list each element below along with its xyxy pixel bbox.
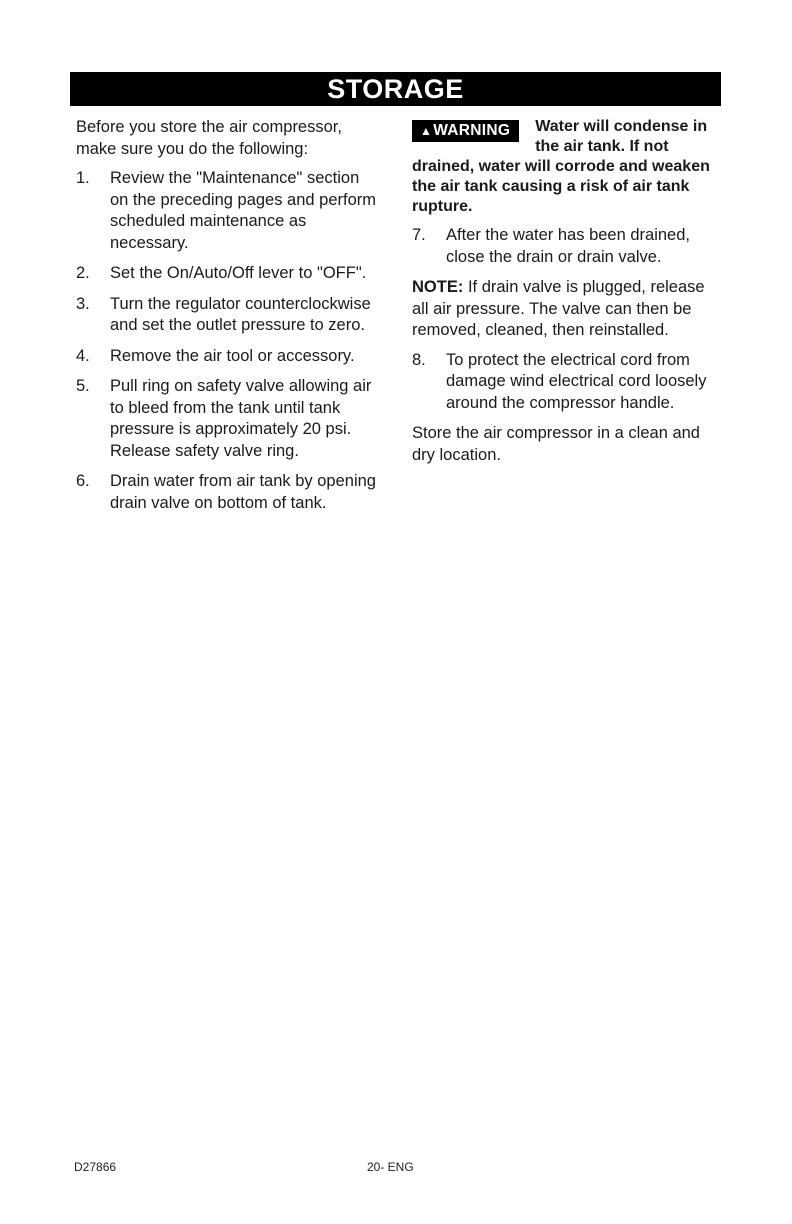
note-paragraph: [412, 277, 724, 342]
list-item: [76, 471, 382, 514]
note-text: If drain valve is plugged, release all air pressure. The valve can then be removed, cleaned, then reinstalled.: [412, 278, 705, 339]
step-number: 6.: [76, 472, 90, 490]
list-item: [412, 350, 724, 415]
warning-text: Water will condense in the air tank. If not drained, water will corrode and weaken the air tank causing a risk of air tank rupture.: [412, 118, 710, 215]
step-text: Turn the regulator counterclockwise and set the outlet pressure to zero.: [110, 294, 371, 334]
document-code: D27866: [74, 1160, 117, 1174]
step-text: Pull ring on safety valve allowing air to bleed from the tank until tank pressure is approximately 20 psi. Release safety valve ring.: [110, 377, 372, 460]
step-text: Set the On/Auto/Off lever to "OFF".: [110, 264, 367, 282]
step-text: Remove the air tool or accessory.: [110, 346, 355, 365]
step-number: 5.: [76, 377, 90, 395]
page-number: 20- ENG: [367, 1160, 414, 1174]
step-text: After the water has been drained, close the drain or drain valve.: [446, 226, 690, 266]
storage-steps-list-final: [412, 350, 724, 415]
step-text: To protect the electrical cord from damage wind electrical cord loosely around the compressor handle.: [446, 350, 707, 412]
list-item: [76, 294, 382, 337]
warning-triangle-icon: ▲: [420, 124, 433, 138]
section-title: STORAGE: [70, 72, 721, 106]
step-number: 4.: [76, 346, 90, 365]
storage-steps-list: [76, 168, 382, 514]
storage-steps-list-continued: [412, 225, 724, 268]
list-item: [76, 376, 382, 462]
step-number: 2.: [76, 264, 90, 282]
left-column: [76, 117, 382, 523]
step-number: 7.: [412, 226, 426, 244]
warning-block: [412, 117, 724, 217]
list-item: [76, 263, 382, 285]
closing-text: Store the air compressor in a clean and dry location.: [412, 424, 700, 464]
intro-text: Before you store the air compressor, make sure you do the following:: [76, 118, 342, 158]
note-label: NOTE:: [412, 278, 464, 296]
warning-badge: [412, 120, 519, 142]
step-text: Review the "Maintenance" section on the preceding pages and perform scheduled maintenance as necessary.: [110, 169, 377, 252]
right-column: [412, 117, 724, 474]
step-number: 8.: [412, 350, 426, 369]
step-text: Drain water from air tank by opening drain valve on bottom of tank.: [110, 472, 376, 512]
list-item: [412, 225, 724, 268]
warning-label: WARNING: [433, 122, 511, 139]
step-number: 3.: [76, 294, 90, 313]
list-item: [76, 168, 382, 254]
list-item: [76, 346, 382, 368]
step-number: 1.: [76, 169, 90, 187]
